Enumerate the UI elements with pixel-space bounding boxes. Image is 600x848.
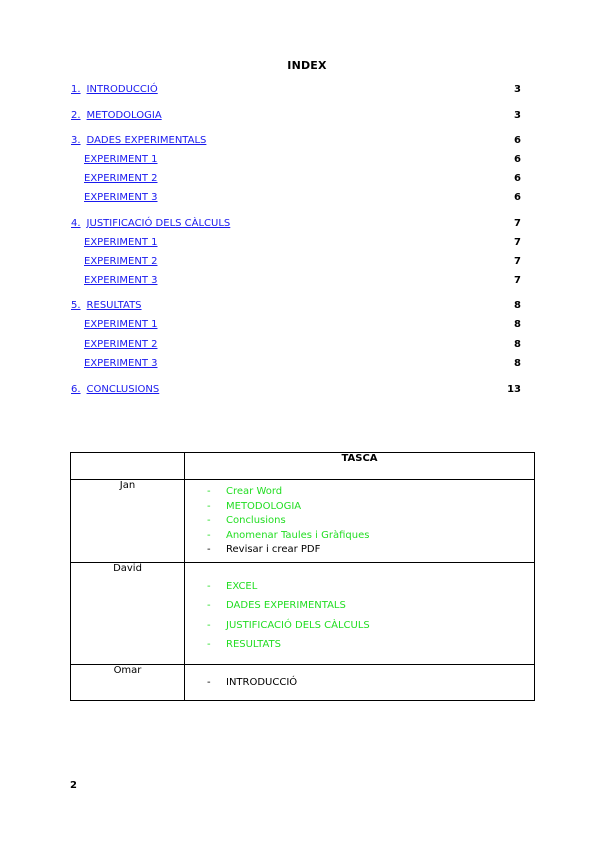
toc-row-experiment[interactable] <box>71 236 521 250</box>
toc-link[interactable]: JUSTIFICACIÓ DELS CÀLCULS <box>86 218 231 229</box>
toc-row-experiment[interactable] <box>71 255 521 269</box>
table-header-row <box>71 453 535 480</box>
toc-link[interactable]: EXPERIMENT 2 <box>84 173 158 184</box>
task-item: - Crear Word <box>207 485 534 500</box>
toc-number[interactable]: 6. <box>71 384 81 395</box>
toc-link[interactable]: EXPERIMENT 3 <box>84 192 158 203</box>
toc-link[interactable]: RESULTATS <box>86 300 142 311</box>
toc-page: 6 <box>514 173 521 184</box>
toc-page: 6 <box>514 135 521 146</box>
toc-number[interactable]: 5. <box>71 300 81 311</box>
task-list-cell <box>185 480 535 563</box>
toc-link[interactable]: EXPERIMENT 3 <box>84 358 158 369</box>
toc-row-metodologia[interactable] <box>71 109 521 123</box>
task-item: - METODOLOGIA <box>207 500 534 515</box>
table-row <box>71 665 535 701</box>
toc-row-experiment[interactable] <box>71 191 521 205</box>
toc-number[interactable]: 2. <box>71 110 81 121</box>
toc-page: 7 <box>514 218 521 229</box>
toc-row-experiment[interactable] <box>71 274 521 288</box>
toc-page: 8 <box>514 300 521 311</box>
toc-row-experiment[interactable] <box>71 318 521 332</box>
toc-row-resultats[interactable] <box>71 299 521 313</box>
page-number: 2 <box>70 780 77 791</box>
member-name: Omar <box>71 665 185 701</box>
toc-page: 13 <box>507 384 521 395</box>
toc-link[interactable]: EXPERIMENT 2 <box>84 256 158 267</box>
task-list <box>185 485 534 558</box>
toc-row-experiment[interactable] <box>71 338 521 352</box>
toc-row-experiment[interactable] <box>71 153 521 167</box>
toc-number[interactable]: 3. <box>71 135 81 146</box>
toc-page: 7 <box>514 256 521 267</box>
toc-page: 3 <box>514 110 521 121</box>
toc-page: 8 <box>514 339 521 350</box>
task-item: - INTRODUCCIÓ <box>207 676 534 690</box>
task-item: - DADES EXPERIMENTALS <box>207 596 534 615</box>
task-item: - Conclusions <box>207 514 534 529</box>
toc-page: 3 <box>514 84 521 95</box>
task-item: - EXCEL <box>207 577 534 596</box>
task-table <box>70 452 535 701</box>
toc-row-experiment[interactable] <box>71 172 521 186</box>
toc-row-justificacio[interactable] <box>71 217 521 231</box>
toc-page: 8 <box>514 358 521 369</box>
toc-link[interactable]: EXPERIMENT 2 <box>84 339 158 350</box>
toc-link[interactable]: EXPERIMENT 1 <box>84 237 158 248</box>
index-title: INDEX <box>287 59 327 72</box>
toc-link[interactable]: EXPERIMENT 1 <box>84 319 158 330</box>
task-list <box>185 676 534 690</box>
table-row <box>71 562 535 664</box>
task-list-cell <box>185 562 535 664</box>
toc-page: 7 <box>514 275 521 286</box>
toc-link[interactable]: DADES EXPERIMENTALS <box>86 135 207 146</box>
toc-row-dades-experimentals[interactable] <box>71 134 521 148</box>
task-item: - RESULTATS <box>207 635 534 654</box>
task-list-cell <box>185 665 535 701</box>
toc-page: 8 <box>514 319 521 330</box>
toc-row-introduccio[interactable] <box>71 83 521 97</box>
toc-link[interactable]: EXPERIMENT 1 <box>84 154 158 165</box>
member-name: David <box>71 562 185 664</box>
toc-link[interactable]: CONCLUSIONS <box>86 384 160 395</box>
toc-number[interactable]: 4. <box>71 218 81 229</box>
toc-number[interactable]: 1. <box>71 84 81 95</box>
toc-page: 7 <box>514 237 521 248</box>
toc-link[interactable]: METODOLOGIA <box>86 110 162 121</box>
toc-row-conclusions[interactable] <box>71 383 521 397</box>
toc-link[interactable]: EXPERIMENT 3 <box>84 275 158 286</box>
header-cell-empty <box>71 453 185 480</box>
toc-page: 6 <box>514 154 521 165</box>
task-item: - Revisar i crear PDF <box>207 543 534 558</box>
member-name: Jan <box>71 480 185 563</box>
toc-row-experiment[interactable] <box>71 357 521 371</box>
toc-page: 6 <box>514 192 521 203</box>
task-item: - Anomenar Taules i Gràfiques <box>207 529 534 544</box>
task-list <box>185 577 534 654</box>
task-item: - JUSTIFICACIÓ DELS CÀLCULS <box>207 616 534 635</box>
toc-link[interactable]: INTRODUCCIÓ <box>86 84 158 95</box>
table-row <box>71 480 535 563</box>
header-cell-tasca: TASCA <box>185 453 535 480</box>
